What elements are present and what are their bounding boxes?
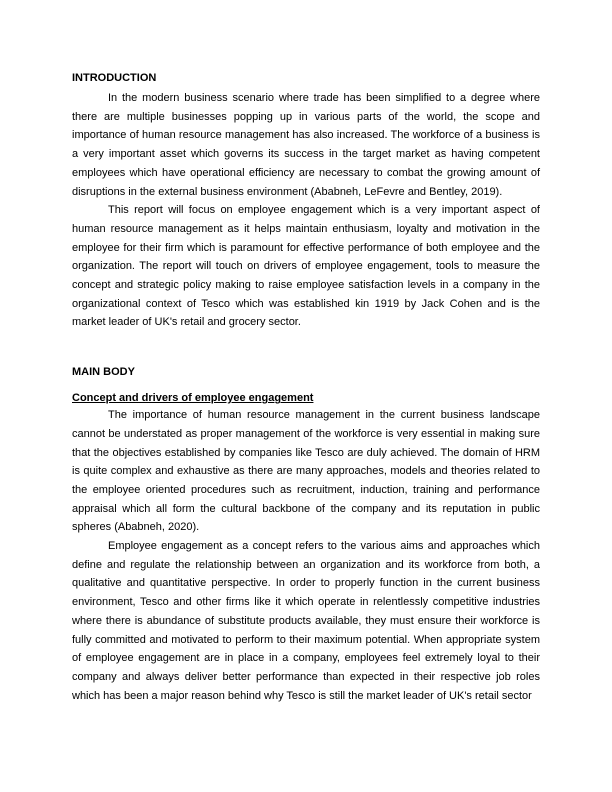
document-content: [72, 71, 540, 705]
main-body-paragraph-1: The importance of human resource management in the current business landscape cannot be understated as proper management of the workforce is very essential in making sure that the objectives established by companies like Tesco are duly achieved. The domain of HRM is quite complex and exhaustive as there are many approaches, models and theories related to the employee oriented procedures such as recruitment, induction, training and performance appraisal which all form the cultural backbone of the company and its reputation in public spheres (Ababneh, 2020).: [72, 409, 540, 534]
section-subheading: Concept and drivers of employee engagement: [72, 392, 314, 405]
main-body-heading: MAIN BODY: [72, 366, 135, 379]
introduction-paragraph-1: In the modern business scenario where trade has been simplified to a degree where there are multiple businesses popping up in various parts of the world, the scope and importance of human resource management has also increased. The workforce of a business is a very important asset which governs its success in the target market as having competent employees which have operational efficiency are necessary to combat the growing amount of disruptions in the external business environment (Ababneh, LeFevre and Bentley, 2019).: [72, 92, 540, 198]
main-body-paragraph-2: Employee engagement as a concept refers to the various aims and approaches which define and regulate the relationship between an organization and its workforce from both, a qualitative and quantitative perspective. In order to properly function in the current business environment, Tesco and other firms like it which operate in relentlessly competitive industries where there is abundance of substitute products available, they must ensure their workforce is fully committed and motivated to perform to their maximum potential. When appropriate system of employee engagement are in place in a company, employees feel extremely loyal to their company and always deliver better performance than expected in their respective job roles which has been a major reason behind why Tesco is still the market leader of UK's retail sector: [72, 540, 540, 702]
introduction-paragraph-2: This report will focus on employee engagement which is a very important aspect of human resource management as it helps maintain enthusiasm, loyalty and motivation in the employee for their firm which is paramount for effective performance of both employee and the organization. The report will touch on drivers of employee engagement, tools to measure the concept and strategic policy making to raise employee satisfaction levels in a company in the organizational context of Tesco which was established kin 1919 by Jack Cohen and is the market leader of UK's retail and grocery sector.: [72, 204, 540, 329]
introduction-heading: INTRODUCTION: [72, 72, 157, 84]
